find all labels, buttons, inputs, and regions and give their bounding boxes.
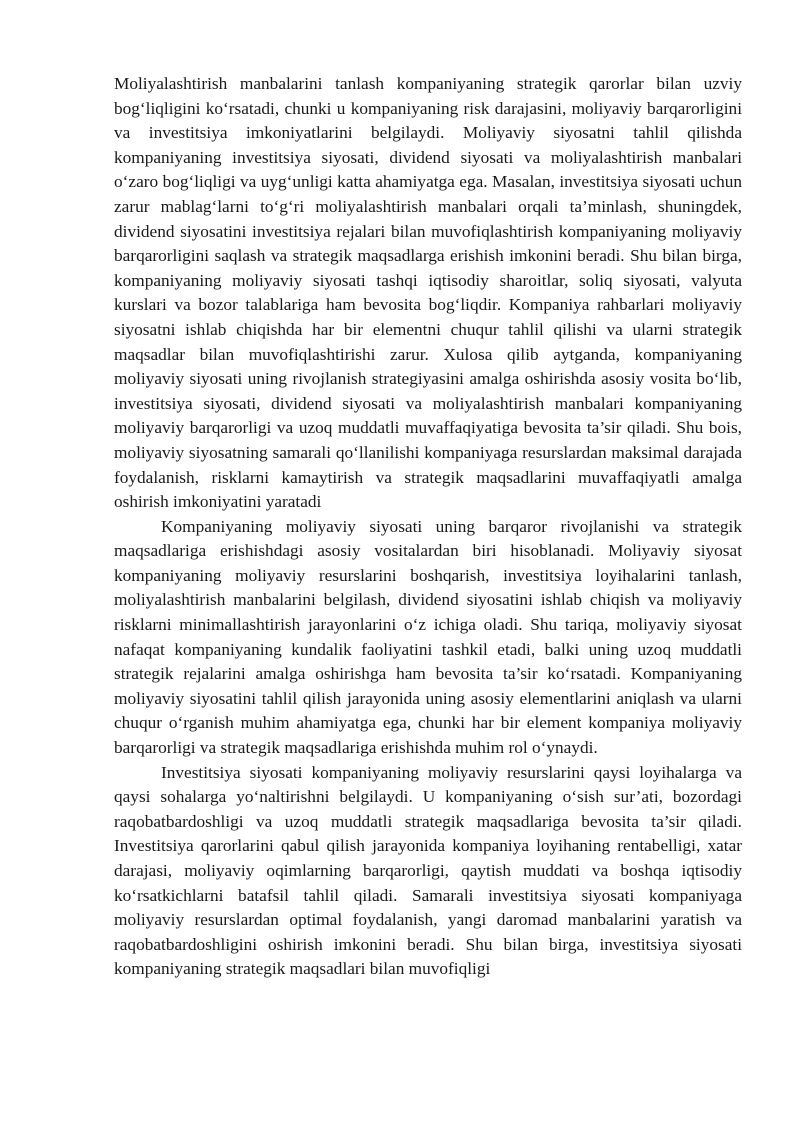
document-page (114, 72, 742, 982)
paragraph-financing-sources: Moliyalashtirish manbalarini tanlash kompaniyaning strategik qarorlar bilan uzviy bog‘liqligini ko‘rsatadi, chunki u kompaniyaning risk darajasini, moliyaviy barqarorligini va investitsiya imkoniyatlarini belgilaydi. Moliyaviy siyosatni tahlil qilishda kompaniyaning investitsiya siyosati, dividend siyosati va moliyalashtirish manbalari o‘zaro bog‘liqligi va uyg‘unligi katta ahamiyatga ega. Masalan, investitsiya siyosati uchun zarur mablag‘larni to‘g‘ri moliyalashtirish manbalari orqali ta’minlash, shuningdek, dividend siyosatini investitsiya rejalari bilan muvofiqlashtirish kompaniyaning moliyaviy barqarorligini saqlash va strategik maqsadlarga erishish imkonini beradi. Shu bilan birga, kompaniyaning moliyaviy siyosati tashqi iqtisodiy sharoitlar, soliq siyosati, valyuta kurslari va bozor talablariga ham bevosita bog‘liqdir. Kompaniya rahbarlari moliyaviy siyosatni ishlab chiqishda har bir elementni chuqur tahlil qilishi va ularni strategik maqsadlar bilan muvofiqlashtirishi zarur. Xulosa qilib aytganda, kompaniyaning moliyaviy siyosati uning rivojlanish strategiyasini amalga oshirishda asosiy vosita bo‘lib, investitsiya siyosati, dividend siyosati va moliyalashtirish manbalari kompaniyaning moliyaviy barqarorligi va uzoq muddatli muvaffaqiyatiga bevosita ta’sir qiladi. Shu bois, moliyaviy siyosatning samarali qo‘llanilishi kompaniyaga resurslardan maksimal darajada foydalanish, risklarni kamaytirish va strategik maqsadlarini muvaffaqiyatli amalga oshirish imkoniyatini yaratadi (114, 74, 742, 512)
paragraph-investment-policy: Investitsiya siyosati kompaniyaning moliyaviy resurslarini qaysi loyihalarga va qaysi sohalarga yo‘naltirishni belgilaydi. U kompaniyaning o‘sish sur’ati, bozordagi raqobatbardoshligi va uzoq muddatli strategik maqsadlariga bevosita ta’sir qiladi. Investitsiya qarorlarini qabul qilish jarayonida kompaniya loyihaning rentabelligi, xatar darajasi, moliyaviy oqimlarning barqarorligi, qaytish muddati va boshqa iqtisodiy ko‘rsatkichlarni batafsil tahlil qiladi. Samarali investitsiya siyosati kompaniyaga moliyaviy resurslardan optimal foydalanish, yangi daromad manbalarini yaratish va raqobatbardoshligini oshirish imkonini beradi. Shu bilan birga, investitsiya siyosati kompaniyaning strategik maqsadlari bilan muvofiqligi (114, 762, 742, 979)
paragraph-financial-policy: Kompaniyaning moliyaviy siyosati uning barqaror rivojlanishi va strategik maqsadlariga erishishdagi asosiy vositalardan biri hisoblanadi. Moliyaviy siyosat kompaniyaning moliyaviy resurslarini boshqarish, investitsiya loyihalarini tanlash, moliyalashtirish manbalarini belgilash, dividend siyosatini ishlab chiqish va moliyaviy risklarni minimallashtirish jarayonlarini o‘z ichiga oladi. Shu tariqa, moliyaviy siyosat nafaqat kompaniyaning kundalik faoliyatini tashkil etadi, balki uning uzoq muddatli strategik rejalarini amalga oshirishga ham bevosita ta’sir ko‘rsatadi. Kompaniyaning moliyaviy siyosatini tahlil qilish jarayonida uning asosiy elementlarini aniqlash va ularni chuqur o‘rganish muhim ahamiyatga ega, chunki har bir element kompaniya moliyaviy barqarorligi va strategik maqsadlariga erishishda muhim rol o‘ynaydi. (114, 516, 742, 758)
